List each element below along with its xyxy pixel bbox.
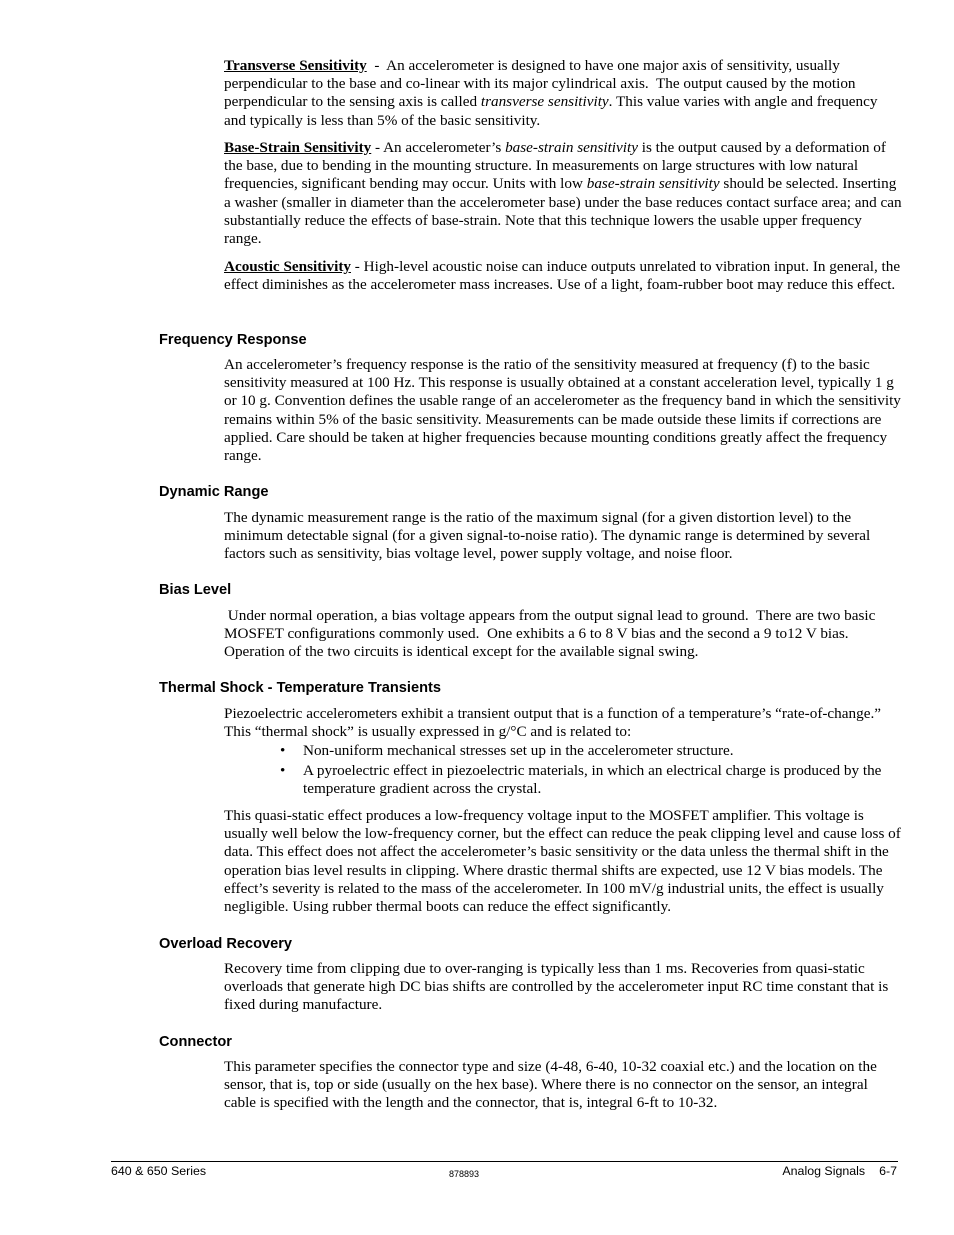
paragraph-text: This parameter specifies the connector type and size (4-48, 6-40, 10-32 coaxial etc.) and the location on the sensor, that is, top or side (usually on the hex base). Where there is no connector on the sensor, an integral cable is specified with the length and the connector, that is, integral 6-ft to 10-32.	[224, 1058, 877, 1112]
section-body-thermal-shock-detail	[224, 807, 902, 916]
paragraph-text: is the output caused by a deformation of the base, due to bending in the mounting structure. In measurements on large structures with low natural frequencies, significant bending may occur. Units with low	[224, 139, 886, 193]
bullet-icon: •	[280, 742, 286, 760]
term-base-strain-sensitivity: Base-Strain Sensitivity	[224, 139, 372, 156]
section-body-overload-recovery	[224, 960, 902, 1015]
heading-connector: Connector	[159, 1034, 232, 1050]
bullet-icon: •	[280, 761, 286, 779]
paragraph-text: - An accelerometer is designed to have one major axis of sensitivity, usually perpendicular to the base and co-linear with its major cylindrical axis. The output caused by the motion perpendicular to the sensing axis is called	[224, 57, 860, 111]
paragraph-text: - An accelerometer’s	[371, 139, 506, 156]
footer-series: 640 & 650 Series	[111, 1164, 207, 1178]
paragraph-text: should be selected. Inserting a washer (smaller in diameter than the accelerometer base) under the base reduces contact surface area; and can substantially reduce the effects of base-strain. Note that this technique lowers the usable upper frequency range.	[224, 175, 902, 248]
term-acoustic-sensitivity: Acoustic Sensitivity	[224, 258, 351, 275]
footer-document-number: 878893	[449, 1169, 480, 1179]
footer-divider	[111, 1161, 898, 1162]
paragraph-transverse-sensitivity	[224, 57, 902, 130]
paragraph-text: Recovery time from clipping due to over-ranging is typically less than 1 ms. Recoveries from quasi-static overloads that generate high DC bias shifts are controlled by the accelerometer input RC time constant that is fixed during manufacture.	[224, 960, 889, 1014]
heading-overload-recovery: Overload Recovery	[159, 936, 293, 952]
section-body-frequency-response	[224, 356, 902, 465]
paragraph-text: . This value varies with angle and frequency and typically is less than 5% of the basic sensitivity.	[224, 93, 878, 129]
paragraph-text: The dynamic measurement range is the ratio of the maximum signal (for a given distortion level) to the minimum detectable signal (for a given signal-to-noise ratio). The dynamic range is determined by several factors such as sensitivity, bias voltage level, power supply voltage, and noise floor.	[224, 509, 871, 563]
section-body-bias-level	[224, 607, 902, 662]
bullet-list	[224, 742, 902, 798]
section-body-dynamic-range	[224, 509, 902, 564]
footer-section-name: Analog Signals	[782, 1164, 866, 1178]
heading-frequency-response: Frequency Response	[159, 332, 307, 348]
heading-bias-level: Bias Level	[159, 582, 232, 598]
footer-page-info	[782, 1164, 897, 1178]
italic-term: base-strain sensitivity	[505, 139, 638, 156]
paragraph-text: An accelerometer’s frequency response is the ratio of the sensitivity measured at frequency (f) to the basic sensitivity measured at 100 Hz. This response is usually obtained at a constant acceleration level, typically 1 g or 10 g. Convention defines the usable range of an accelerometer as the frequency band in which the sensitivity remains within 5% of the basic sensitivity. Measurements can be made outside these limits if corrections are applied. Care should be taken at higher frequencies because mounting conditions greatly affect the frequency range.	[224, 356, 901, 465]
section-body-thermal-shock	[224, 705, 902, 798]
list-item	[224, 742, 902, 760]
list-item-text: A pyroelectric effect in piezoelectric materials, in which an electrical charge is produced by the temperature gradient across the crystal.	[303, 761, 882, 797]
list-item-text: Non-uniform mechanical stresses set up in the accelerometer structure.	[303, 742, 734, 760]
paragraph-acoustic-sensitivity	[224, 258, 902, 294]
footer-page-number: 6-7	[879, 1164, 897, 1178]
italic-term: base-strain sensitivity	[586, 175, 720, 193]
term-transverse-sensitivity: Transverse Sensitivity	[224, 57, 367, 74]
paragraph-base-strain-sensitivity	[224, 139, 902, 248]
heading-dynamic-range: Dynamic Range	[159, 484, 269, 500]
section-body-connector	[224, 1058, 902, 1113]
paragraph-text: Piezoelectric accelerometers exhibit a transient output that is a function of a temperature’s “rate-of-change.” This “thermal shock” is usually expressed in g/°C and is related to:	[224, 705, 881, 741]
italic-term: transverse sensitivity	[480, 93, 609, 111]
list-item	[224, 762, 902, 798]
paragraph-text: - High-level acoustic noise can induce outputs unrelated to vibration input. In general, the effect diminishes as the accelerometer mass increases. Use of a light, foam-rubber boot may reduce this effect.	[224, 258, 901, 294]
paragraph-text: Under normal operation, a bias voltage appears from the output signal lead to ground. There are two basic MOSFET configurations commonly used. One exhibits a 6 to 8 V bias and the second a 9 to12 V bias. Operation of the two circuits is identical except for the available signal swing.	[224, 607, 880, 661]
paragraph-text: This quasi-static effect produces a low-frequency voltage input to the MOSFET amplifier. This voltage is usually well below the low-frequency corner, but the effect can reduce the peak clipping level and cause loss of data. This effect does not affect the accelerometer’s basic sensitivity or the data unless the thermal shift in the operation bias level results in clipping. Where drastic thermal shifts are expected, use 12 V bias models. The effect’s severity is related to the mass of the accelerometer. In 100 mV/g industrial units, the effect is usually negligible. Using rubber thermal boots can reduce the effect significantly.	[224, 807, 901, 916]
heading-thermal-shock: Thermal Shock - Temperature Transients	[159, 680, 441, 696]
